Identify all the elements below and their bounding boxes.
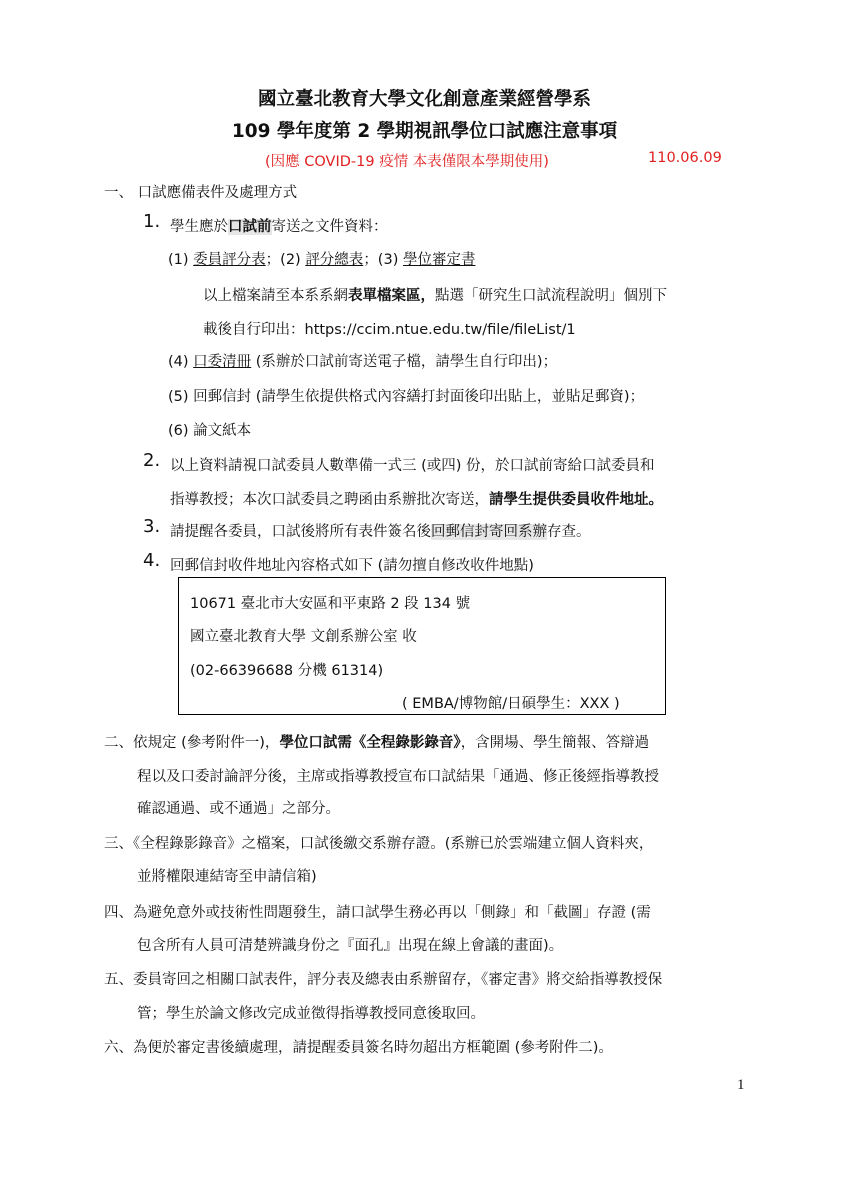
- document-subtitle-term: 109 學年度第 2 學期視訊學位口試應注意事項: [231, 121, 618, 142]
- item-4-number: 4.: [143, 550, 161, 571]
- section-2-line-3: 確認通過、或不通過」之部分。: [137, 801, 340, 817]
- form-committee-score: 委員評分表: [193, 252, 266, 268]
- item-4-text: 回郵信封收件地址內容格式如下 (請勿擅自修改收件地點): [170, 558, 534, 574]
- item-3-text: 請提醒各委員，口試後將所有表件簽名後回郵信封寄回系辦存查。: [170, 524, 591, 540]
- section-3-line-1: 三、《全程錄影錄音》之檔案，口試後繳交系辦存證。(系辦已於雲端建立個人資料夾，: [104, 836, 654, 852]
- form-total-score: 評分總表: [305, 252, 364, 268]
- address-line-3: (02-66396688 分機 61314): [190, 663, 384, 679]
- item-3-number: 3.: [143, 516, 161, 537]
- download-instruction: 以上檔案請至本系系網表單檔案區，點選「研究生口試流程說明」個別下: [203, 288, 667, 304]
- section-4-line-2: 包含所有人員可清楚辨識身份之『面孔』出現在線上會議的畫面)。: [137, 938, 564, 954]
- revision-date: 110.06.09: [648, 150, 722, 166]
- section-6-line-1: 六、為便於審定書後續處理，請提醒委員簽名時勿超出方框範圍 (參考附件二)。: [104, 1040, 613, 1056]
- item-1-number: 1.: [143, 211, 161, 232]
- address-line-2: 國立臺北教育大學 文創系辦公室 收: [190, 629, 417, 645]
- doc-list-item-4: (4) 口委清冊 (系辦於口試前寄送電子檔，請學生自行印出)；: [168, 354, 558, 370]
- address-line-1: 10671 臺北市大安區和平東路 2 段 134 號: [190, 596, 471, 612]
- section-2-line-2: 程以及口委討論評分後，主席或指導教授宣布口試結果「通過、修正後經指導教授: [137, 769, 659, 785]
- item-2-number: 2.: [143, 450, 161, 471]
- item-1-text: 學生應於口試前寄送之文件資料：: [170, 219, 388, 235]
- document-title: 國立臺北教育大學文化創意產業經營學系: [257, 89, 591, 110]
- doc-list-item-6: (6) 論文紙本: [168, 423, 252, 439]
- section-5-line-2: 管；學生於論文修改完成並徵得指導教授同意後取回。: [137, 1006, 485, 1022]
- section-5-line-1: 五、委員寄回之相關口試表件，評分表及總表由系辦留存，《審定書》將交給指導教授保: [104, 972, 663, 988]
- section-3-line-2: 並將權限連結寄至申請信箱): [137, 869, 317, 885]
- item-2-line-1: 以上資料請視口試委員人數準備一式三 (或四) 份，於口試前寄給口試委員和: [170, 458, 655, 474]
- address-line-4: ( EMBA/博物館/日碩學生：XXX ): [402, 696, 620, 712]
- download-link-line: 載後自行印出：https://ccim.ntue.edu.tw/file/fileList/1: [203, 322, 576, 338]
- covid-notice: (因應 COVID-19 疫情 本表僅限本學期使用): [265, 154, 549, 170]
- highlight-before-exam: 口試前: [228, 219, 272, 235]
- doc-list-line: (1) 委員評分表；(2) 評分總表；(3) 學位審定書: [168, 252, 476, 268]
- doc-list-item-5: (5) 回郵信封 (請學生依提供格式內容繕打封面後印出貼上，並貼足郵資)；: [168, 389, 645, 405]
- form-degree-approval: 學位審定書: [402, 252, 476, 268]
- item-2-line-2: 指導教授；本次口試委員之聘函由系辦批次寄送，請學生提供委員收件地址。: [170, 492, 663, 508]
- section-2-line-1: 二、依規定 (參考附件一)，學位口試需《全程錄影錄音》，含開場、學生簡報、答辯過: [104, 735, 650, 751]
- section-4-line-1: 四、為避免意外或技術性問題發生，請口試學生務必再以「側錄」和「截圖」存證 (需: [104, 905, 651, 921]
- page-number: 1: [737, 1077, 745, 1093]
- section-1-heading: 一、 口試應備表件及處理方式: [104, 185, 298, 201]
